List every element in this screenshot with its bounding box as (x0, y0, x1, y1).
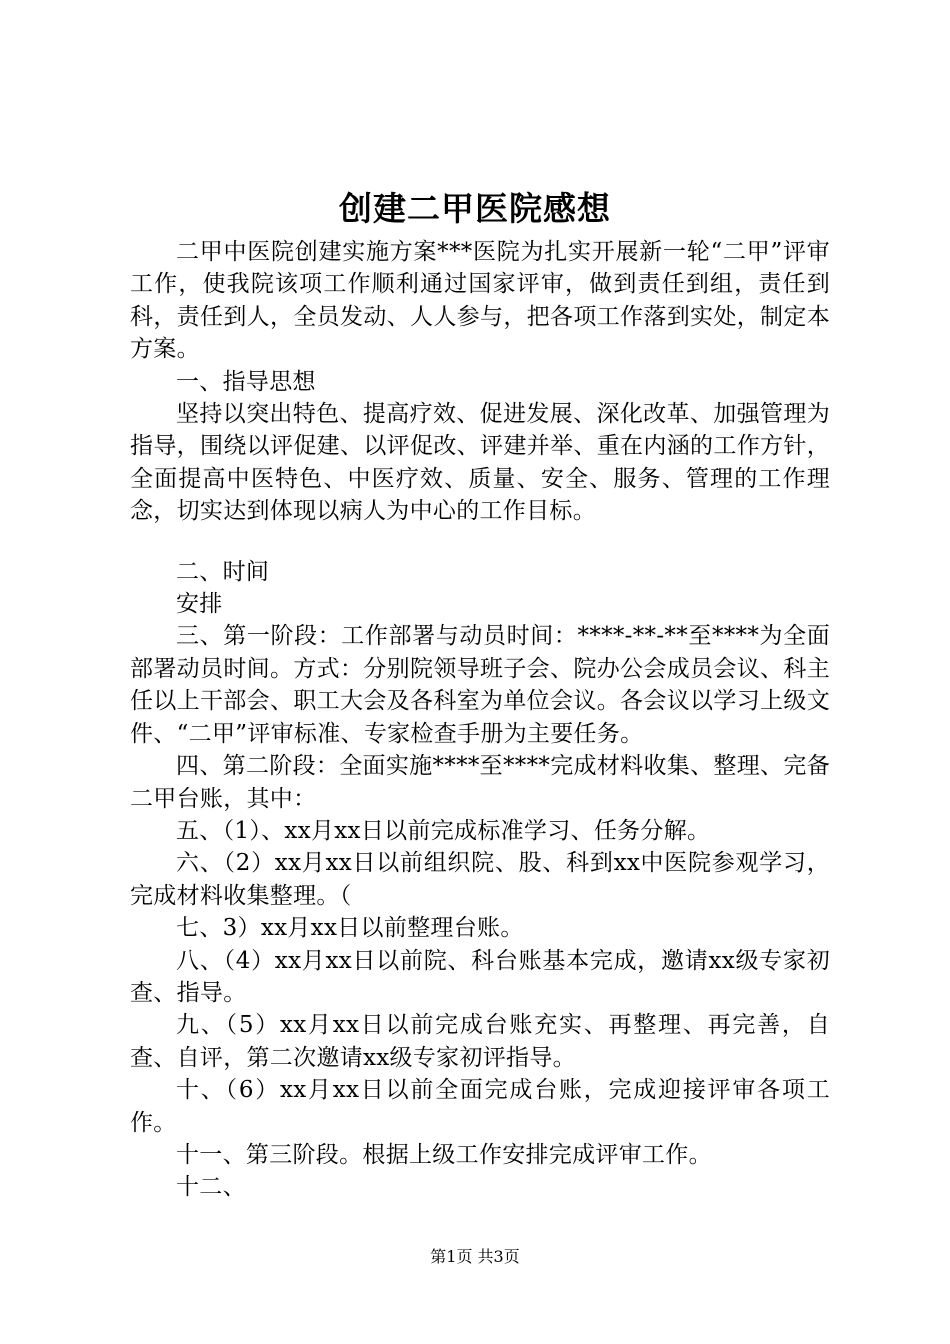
page-number-footer: 第1页 共3页 (430, 1247, 520, 1266)
phase-three-paragraph: 十一、第三阶段。根据上级工作安排完成评审工作。 (176, 1141, 712, 1168)
section-heading-arrangement: 安排 (176, 591, 223, 618)
intro-paragraph: 二甲中医院创建实施方案***医院为扎实开展新一轮“二甲”评审工作，使我院该项工作顺利通过国家评审，做到责任到组，责任到科，责任到人，全员发动、人人参与，把各项工作落到实处，制定本方案。 (130, 239, 830, 363)
list-item-10: 十、（6）xx月xx日以前全面完成台账，完成迎接评审各项工作。 (130, 1077, 830, 1136)
document-body (130, 236, 830, 1204)
document-title: 创建二甲医院感想 (339, 189, 611, 228)
guiding-ideology-paragraph: 坚持以突出特色、提高疗效、促进发展、深化改革、加强管理为指导，围绕以评促建、以评促改、评建并举、重在内涵的工作方针，全面提高中医特色、中医疗效、质量、安全、服务、管理的工作理念，切实达到体现以病人为中心的工作目标。 (130, 401, 830, 525)
section-heading-guiding-ideology: 一、指导思想 (176, 368, 316, 395)
list-item-12: 十二、 (176, 1174, 246, 1201)
phase-two-paragraph: 四、第二阶段：全面实施****至****完成材料收集、整理、完备二甲台账，其中： (130, 753, 830, 812)
phase-one-paragraph: 三、第一阶段：工作部署与动员时间：****-**-**至****为全面部署动员时间。方式：分别院领导班子会、院办公会成员会议、科主任以上干部会、职工大会及各科室为单位会议。各会议以学习上级文件、“二甲”评审标准、专家检查手册为主要任务。 (130, 623, 830, 747)
list-item-7: 七、3）xx月xx日以前整理台账。 (176, 915, 524, 942)
section-heading-time: 二、时间 (176, 558, 270, 585)
list-item-5: 五、（1）、xx月xx日以前完成标准学习、任务分解。 (176, 817, 711, 844)
list-item-8: 八、（4）xx月xx日以前院、科台账基本完成，邀请xx级专家初查、指导。 (130, 947, 830, 1006)
list-item-9: 九、（5）xx月xx日以前完成台账充实、再整理、再完善，自查、自评，第二次邀请xx级专家初评指导。 (130, 1012, 830, 1071)
list-item-6: 六、（2）xx月xx日以前组织院、股、科到xx中医院参观学习，完成材料收集整理。（ (130, 850, 830, 909)
